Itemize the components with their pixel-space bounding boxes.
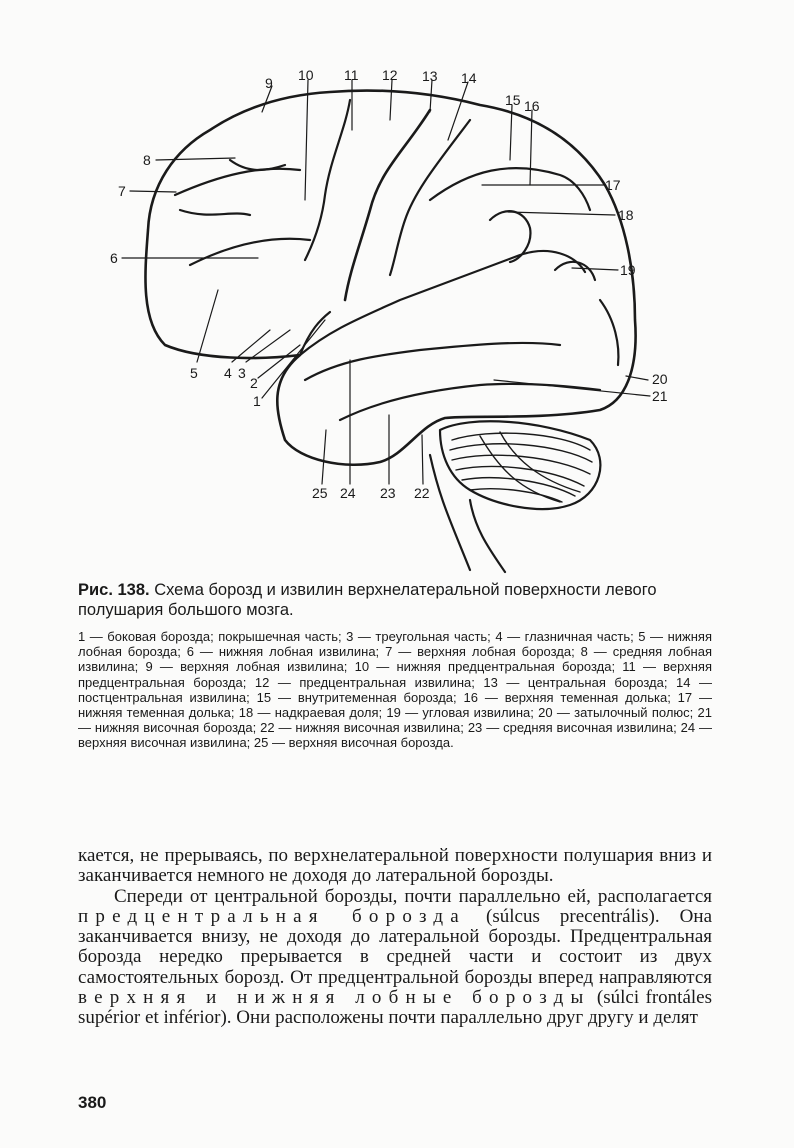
label-9: 9 [265, 75, 273, 91]
label-17: 17 [605, 177, 621, 193]
paragraph-2-part-a: Спереди от центральной борозды, почти параллельно ей, располагается [114, 885, 712, 907]
label-24: 24 [340, 485, 356, 501]
label-12: 12 [382, 67, 398, 83]
occipital-sulcus [600, 300, 618, 365]
label-1: 1 [253, 393, 261, 409]
cerebellum-outline [440, 421, 600, 509]
term-precentral-sulcus: предцентральная борозда [78, 905, 466, 927]
superior-frontal-sulcus [175, 169, 300, 195]
figure-number: Рис. 138. [78, 581, 150, 599]
superior-temporal-sulcus [305, 343, 560, 380]
label-3: 3 [238, 365, 246, 381]
paragraph-2 [78, 887, 712, 1029]
lateral-sulcus [300, 251, 585, 355]
label-10: 10 [298, 67, 314, 83]
angular-sulcus [555, 262, 595, 280]
label-21: 21 [652, 388, 668, 404]
figure-caption [78, 580, 712, 751]
label-14: 14 [461, 70, 477, 86]
label-6: 6 [110, 250, 118, 266]
caption-title-text: Схема борозд и извилин верхнелатеральной поверхности левого полушария большого мозга. [78, 581, 657, 619]
label-4: 4 [224, 365, 232, 381]
brain-stem [430, 455, 505, 572]
term-frontal-sulci: верхняя и нижняя лобные борозды [78, 987, 591, 1009]
label-20: 20 [652, 371, 668, 387]
paragraph-2-part-b: (súlcus precentrális). Она заканчивается внизу, не доходя до латеральной борозды. Предцентральная борозда нередко прерывается в средней части и состоит из двух самостоятельных борозд. От предцентральной борозды вперед направляются [78, 905, 712, 988]
label-2: 2 [250, 375, 258, 391]
label-15: 15 [505, 92, 521, 108]
central-sulcus [345, 110, 430, 300]
label-13: 13 [422, 68, 438, 84]
paragraph-1: кается, не прерываясь, по верхнелатеральной поверхности полушария вниз и заканчивается немного не доходя до латеральной борозды. [78, 845, 712, 887]
page-number: 380 [78, 1093, 107, 1112]
caption-title [78, 580, 712, 620]
label-25: 25 [312, 485, 328, 501]
label-19: 19 [620, 262, 636, 278]
label-11: 11 [344, 67, 359, 83]
precentral-sulcus [305, 100, 350, 260]
postcentral-sulcus [390, 120, 470, 275]
label-7: 7 [118, 183, 126, 199]
paragraph-2-part-c: (súlci frontáles supérior et inférior). Они расположены почти параллельно друг другу и делят [78, 987, 712, 1029]
label-22: 22 [414, 485, 430, 501]
caption-legend: 1 — боковая борозда; покрышечная часть; 3 — треугольная часть; 4 — глазничная часть; 5 — нижняя лобная борозда; 6 — нижняя лобная извилина; 7 — верхняя лобная борозда; 8 — средняя лобная извилина; 9 — верхняя лобная извилина; 10 — нижняя предцентральная борозда; 11 — верхняя предцентральная борозда; 12 — предцентральная извилина; 13 — центральная борозда; 14 — постцентральная извилина; 15 — внутритеменная борозда; 16 — верхняя теменная долька; 17 — нижняя теменная долька; 18 — надкраевая доля; 19 — угловая извилина; 20 — затылочный полюс; 21 — нижняя височная борозда; 22 — нижняя височная извилина; 23 — средняя височная извилина; 24 — верхняя височная извилина; 25 — верхняя височная борозда. [78, 629, 712, 751]
cerebrum-outline [145, 91, 635, 465]
inferior-frontal-sulcus [190, 239, 310, 265]
intraparietal-sulcus [430, 168, 590, 210]
lateral-sulcus-ascending [300, 312, 330, 355]
label-5: 5 [190, 365, 198, 381]
body-text [78, 846, 712, 1029]
label-8: 8 [143, 152, 151, 168]
label-18: 18 [618, 207, 634, 223]
label-16: 16 [524, 98, 540, 114]
label-23: 23 [380, 485, 396, 501]
